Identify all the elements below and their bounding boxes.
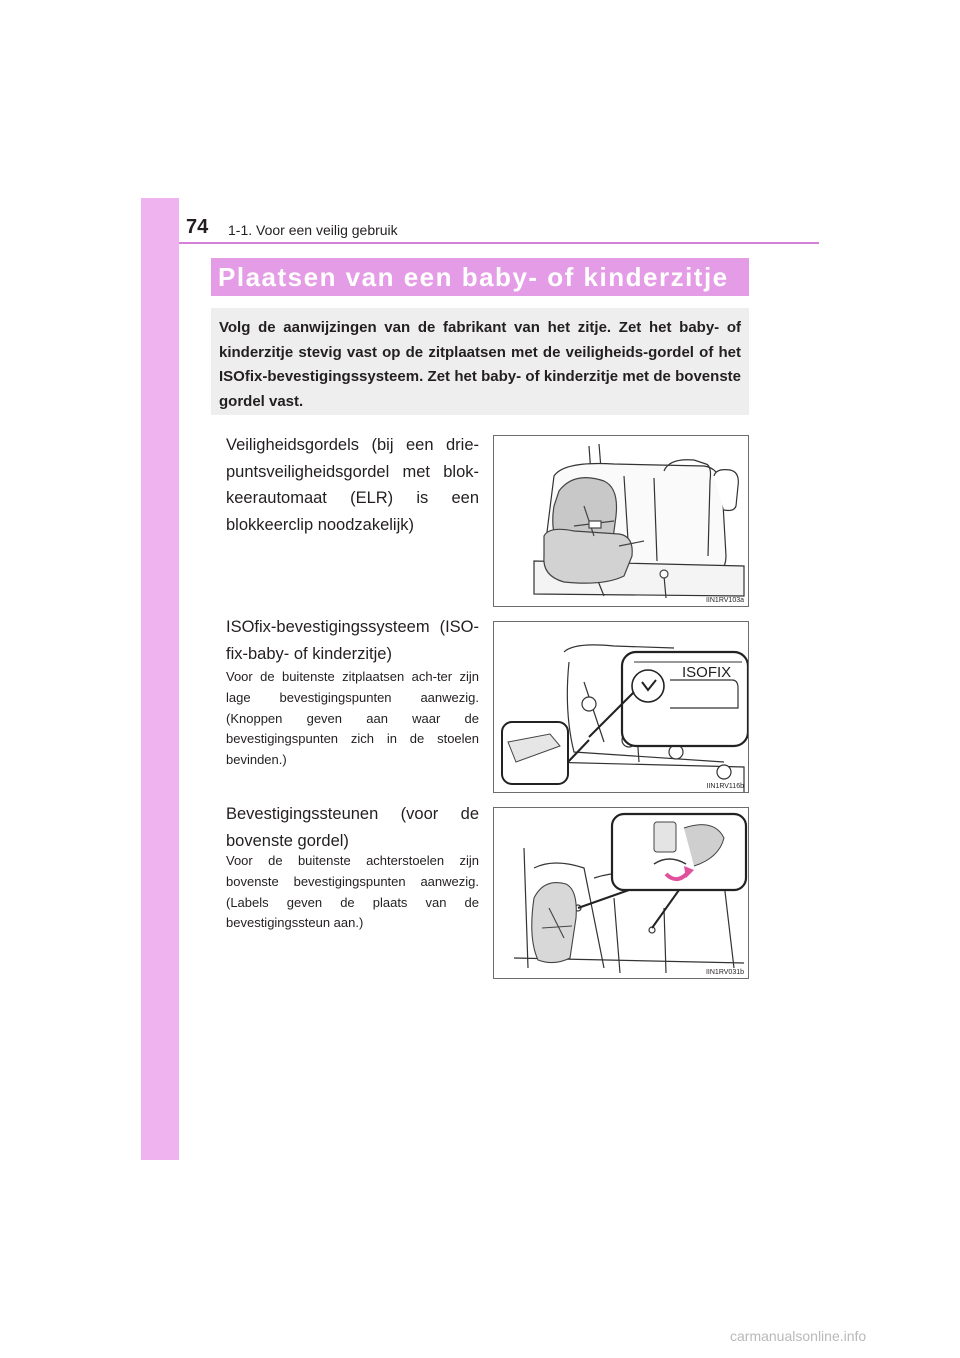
watermark: carmanualsonline.info [730,1328,867,1344]
section-title: Plaatsen van een baby- of kinderzitje [211,258,749,296]
figure-code: IIN1RV103a [705,597,744,604]
intro-box: Volg de aanwijzingen van de fabrikant van het zitje. Zet het baby- of kinderzitje stevig vast op de zitplaatsen met de veiligheids-gordel of het ISOfix-bevestigingssysteem. Zet het baby- of kinderzitje met de bovenste gordel vast. [211,308,749,415]
figure-code: IIN1RV116b [706,783,744,790]
chapter-heading: 1-1. Voor een veilig gebruik [228,222,398,238]
header-rule [179,242,819,244]
figure-seatbelt-child-seat [493,435,749,607]
figure-code: IIN1RV031b [705,969,744,976]
chapter-side-tab [141,198,179,1160]
child-seat-seatbelt-illustration [494,436,749,607]
page-number: 74 [186,216,209,238]
figure-isofix [493,621,749,793]
item-seatbelt-title: Veiligheidsgordels (bij een drie-puntsveiligheidsgordel met blok-keerautomaat (ELR) is een blokkeerclip noodzakelijk) [226,436,479,534]
item-top-tether-note: Voor de buitenste achterstoelen zijn bovenste bevestigingspunten aanwezig. (Labels geven de plaats van de bevestigingssteun aan.) [226,853,479,931]
item-isofix-note: Voor de buitenste zitplaatsen ach-ter zijn lage bevestigingspunten aanwezig. (Knoppen geven aan waar de bevestigingspunten zich in de stoelen bevinden.) [226,669,479,768]
isofix-label: ISOFIX [682,664,732,681]
figure-top-tether [493,807,749,979]
isofix-illustration [494,622,749,793]
item-top-tether-title: Bevestigingssteunen (voor de bovenste gordel) [226,805,479,850]
item-isofix-title: ISOfix-bevestigingssysteem (ISO-fix-baby- of kinderzitje) [226,618,479,663]
top-tether-illustration [494,808,749,979]
